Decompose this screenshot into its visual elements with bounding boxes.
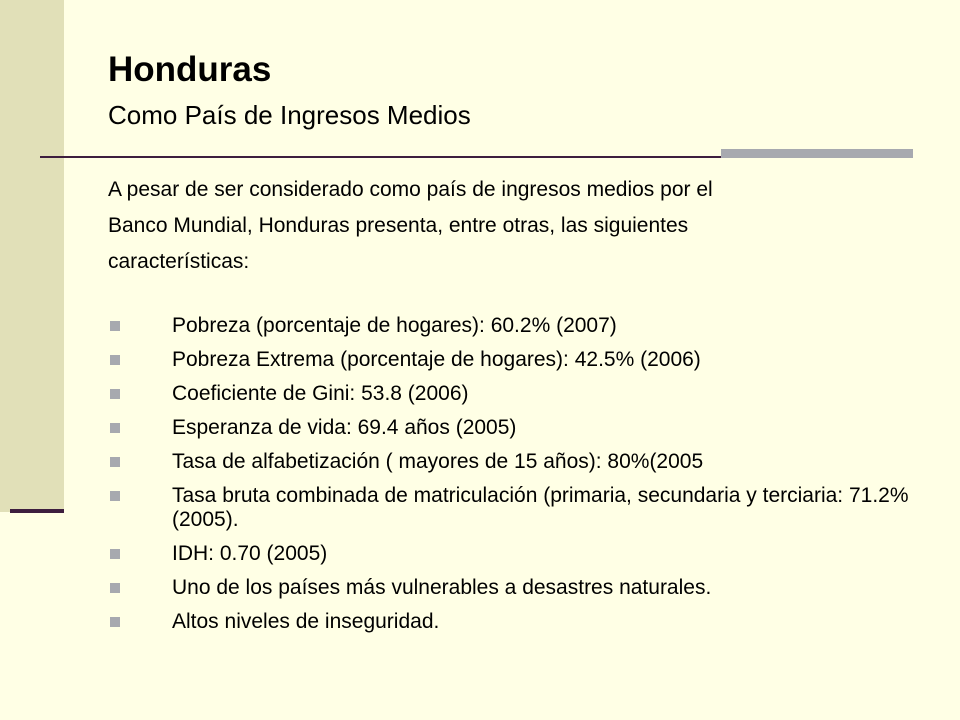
bullet-item	[110, 348, 930, 372]
title-divider-accent	[721, 149, 913, 158]
square-bullet-icon	[110, 423, 120, 433]
square-bullet-icon	[110, 583, 120, 593]
bullet-list	[110, 314, 930, 644]
intro-paragraph	[108, 172, 908, 280]
square-bullet-icon	[110, 389, 120, 399]
square-bullet-icon	[110, 617, 120, 627]
bullet-item	[110, 484, 930, 532]
left-decorative-bar	[0, 0, 64, 512]
bullet-text: Tasa bruta combinada de matriculación (primaria, secundaria y terciaria: 71.2% (2005).	[172, 484, 909, 531]
bullet-text: Altos niveles de inseguridad.	[172, 610, 440, 633]
left-bar-rule	[10, 509, 64, 513]
square-bullet-icon	[110, 491, 120, 501]
bullet-item	[110, 542, 930, 566]
square-bullet-icon	[110, 321, 120, 331]
bullet-item	[110, 450, 930, 474]
bullet-item	[110, 416, 930, 440]
intro-line: Banco Mundial, Honduras presenta, entre otras, las siguientes	[108, 214, 689, 237]
intro-line: A pesar de ser considerado como país de ingresos medios por el	[108, 178, 713, 201]
bullet-text: IDH: 0.70 (2005)	[172, 542, 328, 565]
bullet-text: Uno de los países más vulnerables a desastres naturales.	[172, 576, 712, 599]
bullet-text: Tasa de alfabetización ( mayores de 15 años): 80%(2005	[172, 450, 704, 473]
bullet-text: Pobreza (porcentaje de hogares): 60.2% (2007)	[172, 314, 617, 337]
slide-title: Honduras	[108, 50, 272, 89]
bullet-text: Coeficiente de Gini: 53.8 (2006)	[172, 382, 469, 405]
bullet-item	[110, 382, 930, 406]
bullet-item	[110, 576, 930, 600]
bullet-text: Pobreza Extrema (porcentaje de hogares): 42.5% (2006)	[172, 348, 701, 371]
bullet-item	[110, 610, 930, 634]
bullet-text: Esperanza de vida: 69.4 años (2005)	[172, 416, 517, 439]
square-bullet-icon	[110, 457, 120, 467]
square-bullet-icon	[110, 355, 120, 365]
bullet-item	[110, 314, 930, 338]
square-bullet-icon	[110, 549, 120, 559]
slide-subtitle: Como País de Ingresos Medios	[108, 100, 471, 130]
intro-line: características:	[108, 250, 250, 273]
